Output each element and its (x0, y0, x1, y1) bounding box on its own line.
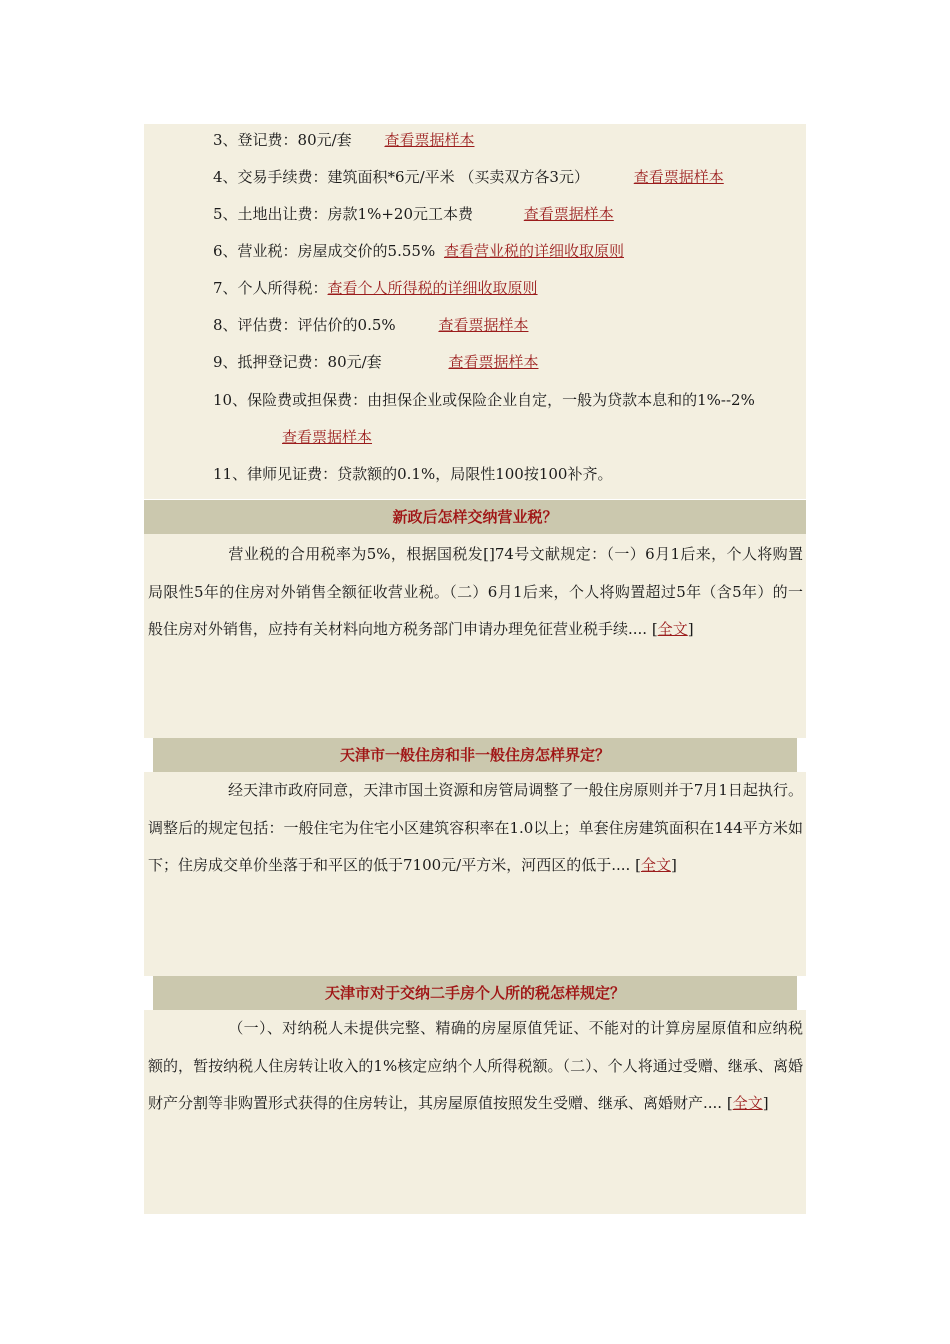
fee-item-6 (213, 241, 624, 261)
full-text-link[interactable]: 全文 (640, 856, 671, 874)
section-header-income-tax (153, 976, 797, 1010)
fee-item-text: 5、土地出让费：房款1%+20元工本费 (213, 205, 473, 223)
fee-item-text: 8、评估费：评估价的0.5% (213, 316, 396, 334)
section-paragraph: 经天津市政府同意，天津市国土资源和房管局调整了一般住房原则并于7月1日起执行。调整后的规定包括：一般住宅为住宅小区建筑容积率在1.0以上；单套住房建筑面积在144平方米如下；住房成交单价坐落于和平区的低于7100元/平方米，河西区的低于.... [全文] (148, 781, 803, 874)
section-title: 天津市一般住房和非一般住房怎样界定？ (339, 746, 610, 764)
fee-item-11 (213, 464, 612, 484)
fee-item-text: 3、登记费：80元/套 (213, 131, 352, 149)
section-paragraph: （一）、对纳税人未提供完整、精确的房屋原值凭证、不能对的计算房屋原值和应纳税额的，暂按纳税人住房转让收入的1%核定应纳个人所得税额。（二）、个人将通过受赠、继承、离婚财产分割等非购置形式获得的住房转让，其房屋原值按照发生受赠、继承、离婚财产.... [全文] (148, 1019, 803, 1112)
full-text-link[interactable]: 全文 (657, 620, 688, 638)
fee-item-10-link-row (264, 427, 372, 447)
section-body-business-tax (144, 534, 806, 738)
fee-item-7 (213, 278, 538, 298)
view-receipt-sample-link[interactable]: 查看票据样本 (633, 168, 724, 186)
section-title: 天津市对于交纳二手房个人所的税怎样规定？ (324, 984, 625, 1002)
fee-item-5 (213, 204, 614, 224)
section-body-housing-definition (144, 772, 806, 976)
fee-item-text: 6、营业税：房屋成交价的5.55% (213, 242, 436, 260)
fee-item-text: 11、律师见证费：贷款额的0.1%，局限性100按100补齐。 (213, 465, 613, 483)
section-header-business-tax (144, 500, 806, 534)
view-business-tax-rules-link[interactable]: 查看营业税的详细收取原则 (443, 242, 624, 260)
fee-item-8 (213, 315, 528, 335)
section-body-income-tax (144, 1010, 806, 1214)
section-header-housing-definition (153, 738, 797, 772)
fee-item-4 (213, 167, 724, 187)
section-paragraph: 营业税的合用税率为5%，根据国税发[]74号文献规定：（一）6月1后来，个人将购置局限性5年的住房对外销售全额征收营业税。（二）6月1后来，个人将购置超过5年（含5年）的一般住房对外销售，应持有关材料向地方税务部门申请办理免征营业税手续.... [全文] (148, 545, 803, 638)
fee-item-10 (213, 390, 755, 410)
view-receipt-sample-link[interactable]: 查看票据样本 (282, 428, 373, 446)
view-receipt-sample-link[interactable]: 查看票据样本 (384, 131, 475, 149)
section-title: 新政后怎样交纳营业税？ (392, 508, 558, 526)
view-receipt-sample-link[interactable]: 查看票据样本 (438, 316, 529, 334)
fee-item-text: 7、个人所得税： (213, 279, 328, 297)
fee-item-3 (213, 130, 474, 150)
view-income-tax-rules-link[interactable]: 查看个人所得税的详细收取原则 (327, 279, 538, 297)
fee-item-text: 9、抵押登记费：80元/套 (213, 353, 382, 371)
fee-item-text: 10、保险费或担保费：由担保企业或保险企业自定，一般为贷款本息和的1%--2% (213, 391, 755, 409)
view-receipt-sample-link[interactable]: 查看票据样本 (448, 353, 539, 371)
fee-item-9 (213, 352, 538, 372)
fee-item-text: 4、交易手续费：建筑面积*6元/平米 （买卖双方各3元） (213, 168, 589, 186)
view-receipt-sample-link[interactable]: 查看票据样本 (523, 205, 614, 223)
full-text-link[interactable]: 全文 (732, 1094, 763, 1112)
